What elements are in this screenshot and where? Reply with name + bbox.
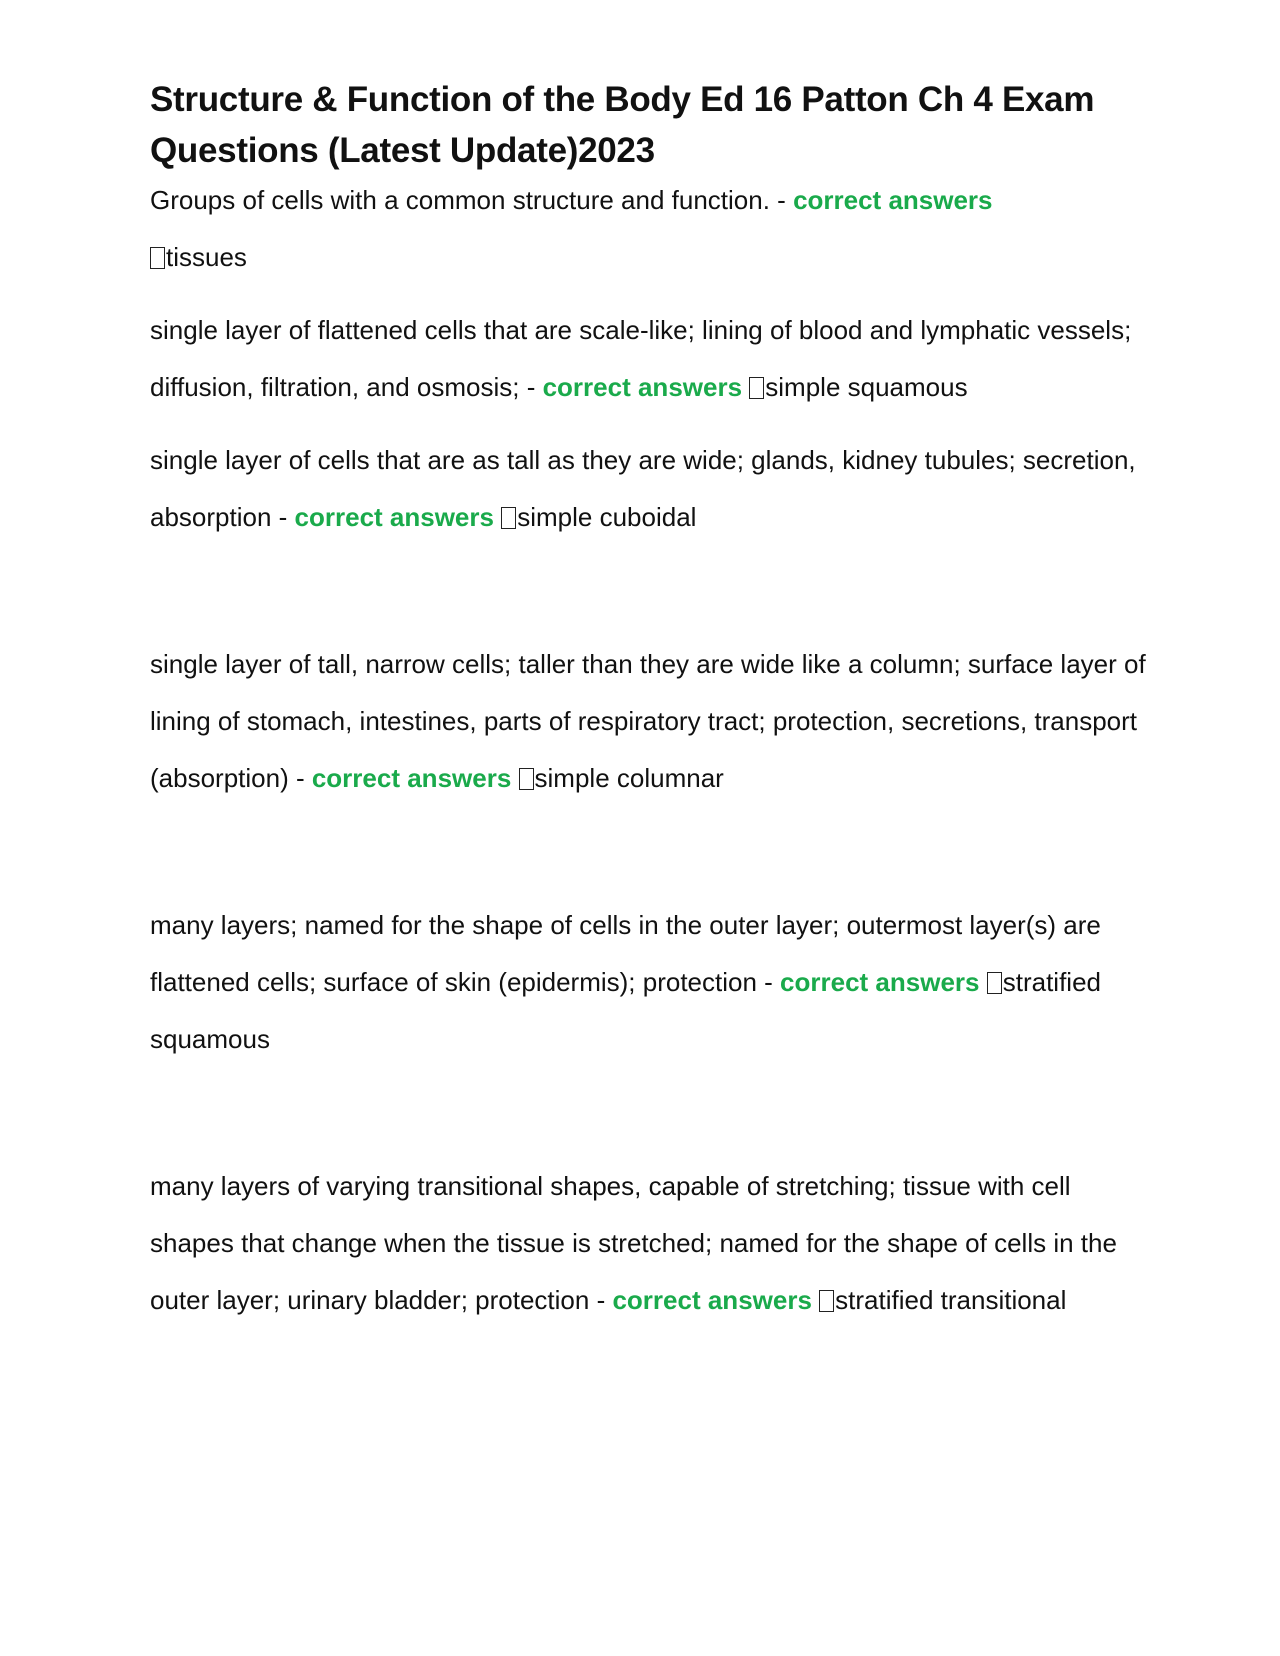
- separator: -: [271, 502, 295, 532]
- separator: -: [519, 372, 543, 402]
- question-text: single layer of tall, narrow cells; taller than they are wide like a column; surface layer of lining of stomach, intestines, parts of respiratory tract; protection, secretions, transport (absorption): [150, 649, 1146, 793]
- answer-text: stratified squamous: [150, 967, 1101, 1054]
- separator: -: [589, 1285, 613, 1315]
- qa-item: [150, 172, 1150, 286]
- correct-answers-label: correct answers: [294, 502, 494, 532]
- question-text: many layers; named for the shape of cells in the outer layer; outermost layer(s) are flattened cells; surface of skin (epidermis); protection: [150, 910, 1101, 997]
- correct-answers-label: correct answers: [542, 372, 743, 402]
- checkbox-icon: [150, 247, 165, 269]
- answer-text: stratified transitional: [835, 1285, 1067, 1315]
- correct-answers-label: correct answers: [780, 967, 980, 997]
- answer-text: simple cuboidal: [517, 502, 697, 532]
- checkbox-icon: [819, 1290, 834, 1312]
- answer-text: tissues: [166, 242, 247, 272]
- answer-text: simple squamous: [765, 372, 968, 402]
- qa-item: [150, 302, 1150, 416]
- checkbox-icon: [501, 507, 516, 529]
- qa-item: [150, 636, 1150, 807]
- document-title: Structure & Function of the Body Ed 16 Patton Ch 4 Exam Questions (Latest Update)2023: [150, 80, 1095, 170]
- question-text: Groups of cells with a common structure and function.: [150, 185, 770, 215]
- correct-answers-label: correct answers: [612, 1285, 812, 1315]
- correct-answers-label: correct answers: [311, 763, 512, 793]
- separator: -: [756, 967, 781, 997]
- checkbox-icon: [987, 972, 1002, 994]
- answer-text: simple columnar: [534, 763, 724, 793]
- document-page: [150, 74, 1150, 1329]
- separator: -: [288, 763, 312, 793]
- qa-item: [150, 1158, 1150, 1329]
- separator: -: [769, 185, 794, 215]
- question-text: single layer of flattened cells that are scale-like; lining of blood and lymphatic vessels; diffusion, filtration, and osmosis;: [150, 315, 1132, 402]
- question-text: many layers of varying transitional shapes, capable of stretching; tissue with cell shapes that change when the tissue is stretched; named for the shape of cells in the outer layer; urinary bladder; protection: [150, 1171, 1117, 1315]
- qa-item: [150, 432, 1150, 546]
- correct-answers-label: correct answers: [793, 185, 993, 215]
- question-text: single layer of cells that are as tall as they are wide; glands, kidney tubules; secretion, absorption: [150, 445, 1136, 532]
- qa-item: [150, 897, 1150, 1068]
- checkbox-icon: [519, 768, 534, 790]
- checkbox-icon: [749, 377, 764, 399]
